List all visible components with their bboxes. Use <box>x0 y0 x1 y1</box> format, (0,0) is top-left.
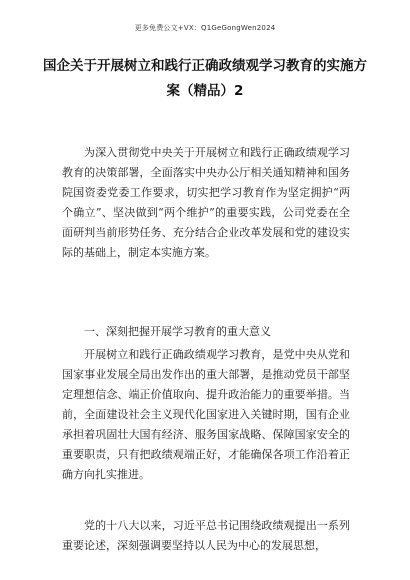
section-heading: 一、深刻把握开展学习教育的重大意义 <box>84 325 271 338</box>
intro-paragraph-block <box>62 143 350 263</box>
section-paragraph: 开展树立和践行正确政绩观学习教育，是党中央从党和国家事业发展全局出发作出的重大部署，是推动党员干部坚定理想信念、端正价值取向、提升政治能力的重要举措。当前，全面建设社会主义现代化国家进入关键时期，国有企业承担着巩固壮大国有经济、服务国家战略、保障国家安全的重要职责，只有把政绩观端正好，才能确保各项工作沿着正确方向扎实推进。 <box>62 348 350 481</box>
document-title: 国企关于开展树立和践行正确政绩观学习教育的实施方案（精品）2 <box>43 58 367 99</box>
header-note: 更多免费公文+VX：Q1GeGongWen2024 <box>134 24 276 32</box>
section-paragraph-block <box>62 345 350 485</box>
continuation-paragraph-block <box>62 516 350 556</box>
continuation-paragraph: 党的十八大以来，习近平总书记围绕政绩观提出一系列重要论述，深刻强调要坚持以人民为中心的发展思想， <box>62 519 350 552</box>
intro-paragraph: 为深入贯彻党中央关于开展树立和践行正确政绩观学习教育的决策部署，全面落实中央办公厅相关通知精神和国务院国资委党委工作要求，切实把学习教育作为坚定拥护“两个确立”、坚决做到“两个维护”的重要实践，公司党委在全面研判当前形势任务、充分结合企业改革发展和党的建设实际的基础上，制定本实施方案。 <box>62 146 350 259</box>
